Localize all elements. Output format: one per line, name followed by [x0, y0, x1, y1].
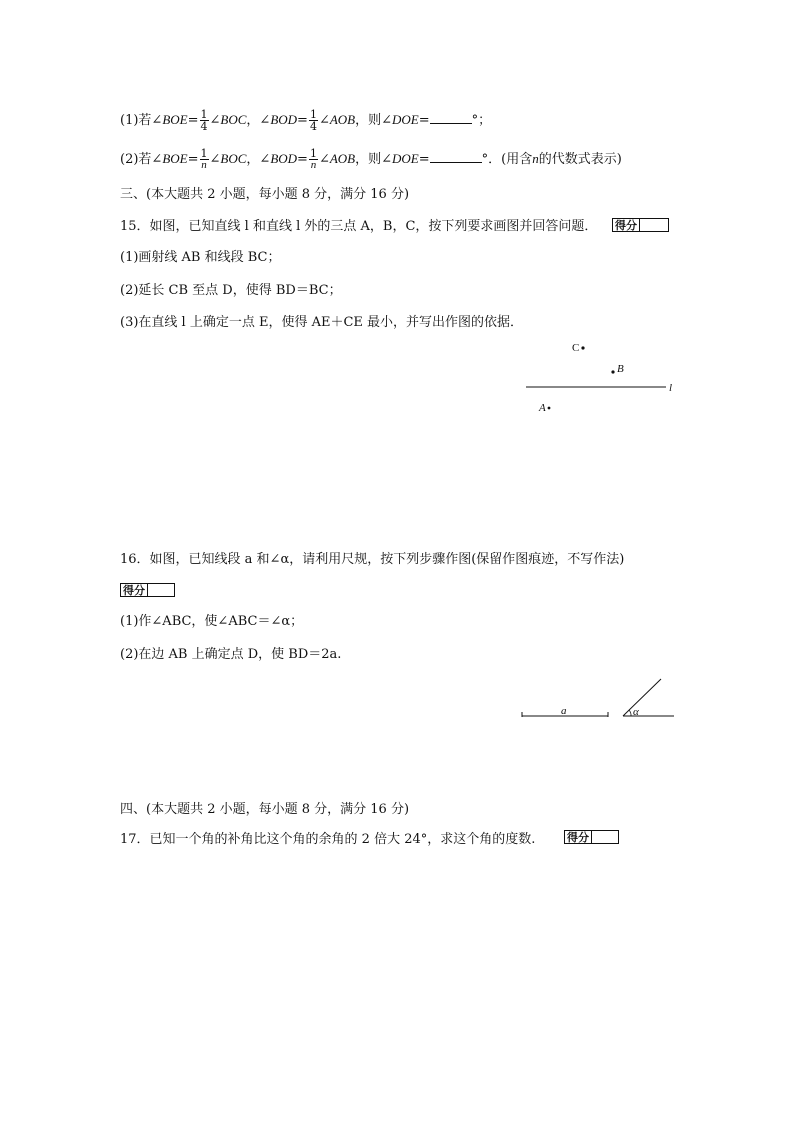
- q15-item-1: (1)画射线 AB 和线段 BC；: [120, 250, 281, 265]
- q14-part2: (2)若∠BOE= $\frac{1}{n}$ ∠BOC，∠BOD= $\frac{1}{n}$ ∠AOB，则∠DOE= °．(用含n的代数式表示): [120, 147, 622, 171]
- score-label: 得分: [565, 831, 592, 843]
- point-c-label: C: [572, 342, 580, 354]
- q15-item-3: (3)在直线 l 上确定一点 E，使得 AE＋CE 最小，并写出作图的依据．: [120, 315, 524, 330]
- q16-item-1: (1)作∠ABC，使∠ABC＝∠α；: [120, 614, 304, 629]
- angle-alpha-ray: [623, 679, 661, 716]
- point-a: [548, 407, 551, 410]
- fraction-one-over-n-2: $\frac{1}{n}$: [309, 147, 317, 171]
- line-l-label: l: [669, 382, 673, 394]
- q16-stem: 16．如图，已知线段 a 和∠α，请利用尺规，按下列步骤作图(保留作图痕迹，不写作法): [120, 552, 625, 567]
- point-a-label: A: [539, 402, 546, 414]
- q17-stem: 17．已知一个角的补角比这个角的余角的 2 倍大 24°，求这个角的度数.: [120, 832, 536, 847]
- angle-alpha-arc: [629, 710, 631, 716]
- section-3-heading: 三、(本大题共 2 小题，每小题 8 分，满分 16 分): [120, 187, 410, 202]
- score-label: 得分: [613, 219, 640, 231]
- q14-part1: (1)若∠BOE= $\frac{1}{4}$ ∠BOC，∠BOD= $\frac{1}{4}$ ∠AOB，则∠DOE= °；: [120, 108, 492, 133]
- fraction-one-quarter: $\frac{1}{4}$: [200, 108, 208, 133]
- angle-alpha-label: α: [633, 706, 639, 718]
- point-c: [581, 346, 584, 349]
- q16-figure: [522, 679, 674, 718]
- q16-item-2: (2)在边 AB 上确定点 D，使 BD＝2a.: [120, 647, 342, 662]
- segment-a-label: a: [561, 705, 567, 717]
- point-b-label: B: [617, 363, 624, 375]
- fraction-one-quarter-2: $\frac{1}{4}$: [309, 108, 317, 133]
- section-4-heading: 四、(本大题共 2 小题，每小题 8 分，满分 16 分): [120, 802, 410, 817]
- fraction-one-over-n: $\frac{1}{n}$: [200, 147, 208, 171]
- q15-stem: 15．如图，已知直线 l 和直线 l 外的三点 A，B，C，按下列要求画图并回答问题．: [120, 219, 598, 234]
- q15-figure: [526, 342, 672, 414]
- score-label: 得分: [121, 584, 148, 596]
- point-b: [611, 370, 614, 373]
- q15-item-2: (2)延长 CB 至点 D，使得 BD＝BC；: [120, 283, 342, 298]
